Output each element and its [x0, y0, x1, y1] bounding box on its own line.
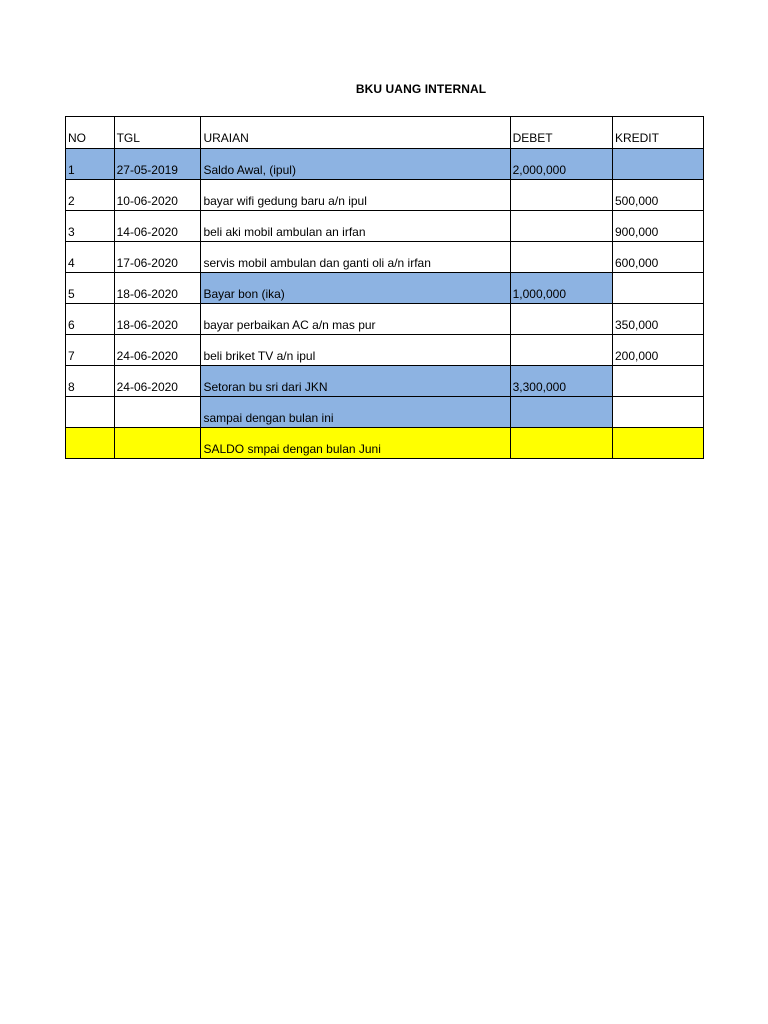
cell-tgl: 18-06-2020 — [114, 304, 201, 335]
cell-debet — [510, 428, 612, 459]
table-row — [66, 180, 704, 211]
cell-no: 7 — [66, 335, 115, 366]
cell-tgl: 18-06-2020 — [114, 273, 201, 304]
cell-uraian: Saldo Awal, (ipul) — [201, 149, 510, 180]
cell-uraian: beli aki mobil ambulan an irfan — [201, 211, 510, 242]
cell-kredit — [612, 273, 703, 304]
cell-no: 3 — [66, 211, 115, 242]
cell-uraian: Bayar bon (ika) — [201, 273, 510, 304]
table-row — [66, 273, 704, 304]
cell-kredit — [612, 428, 703, 459]
document-title: BKU UANG INTERNAL — [355, 82, 487, 96]
cell-tgl: 27-05-2019 — [114, 149, 201, 180]
cell-tgl: 14-06-2020 — [114, 211, 201, 242]
cell-tgl: 10-06-2020 — [114, 180, 201, 211]
cell-kredit — [612, 366, 703, 397]
table-row — [66, 211, 704, 242]
cell-debet — [510, 180, 612, 211]
cell-debet: 2,000,000 — [510, 149, 612, 180]
cell-uraian: sampai dengan bulan ini — [201, 397, 510, 428]
cell-kredit: 900,000 — [612, 211, 703, 242]
table-row — [66, 149, 704, 180]
cell-kredit — [612, 397, 703, 428]
table-row — [66, 366, 704, 397]
cell-debet — [510, 242, 612, 273]
table-row — [66, 304, 704, 335]
table-row — [66, 242, 704, 273]
header-no: NO — [66, 117, 115, 149]
cell-kredit: 200,000 — [612, 335, 703, 366]
cell-kredit: 350,000 — [612, 304, 703, 335]
cell-no: 5 — [66, 273, 115, 304]
cell-no: 6 — [66, 304, 115, 335]
cell-uraian: servis mobil ambulan dan ganti oli a/n irfan — [201, 242, 510, 273]
table-row — [66, 335, 704, 366]
subtotal-row — [66, 397, 704, 428]
cell-tgl — [114, 428, 201, 459]
cell-no: 1 — [66, 149, 115, 180]
cell-no — [66, 428, 115, 459]
cell-uraian: bayar wifi gedung baru a/n ipul — [201, 180, 510, 211]
cell-no: 2 — [66, 180, 115, 211]
cell-no: 8 — [66, 366, 115, 397]
cell-uraian: bayar perbaikan AC a/n mas pur — [201, 304, 510, 335]
cell-tgl: 24-06-2020 — [114, 335, 201, 366]
cell-tgl: 17-06-2020 — [114, 242, 201, 273]
ledger-table — [65, 116, 704, 459]
header-row — [66, 117, 704, 149]
cell-no — [66, 397, 115, 428]
cell-no: 4 — [66, 242, 115, 273]
header-tgl: TGL — [114, 117, 201, 149]
cell-debet — [510, 335, 612, 366]
cell-debet: 3,300,000 — [510, 366, 612, 397]
cell-kredit — [612, 149, 703, 180]
header-kredit: KREDIT — [612, 117, 703, 149]
cell-tgl — [114, 397, 201, 428]
cell-debet — [510, 211, 612, 242]
cell-kredit: 500,000 — [612, 180, 703, 211]
cell-debet — [510, 397, 612, 428]
cell-uraian: beli briket TV a/n ipul — [201, 335, 510, 366]
cell-debet: 1,000,000 — [510, 273, 612, 304]
cell-kredit: 600,000 — [612, 242, 703, 273]
cell-tgl: 24-06-2020 — [114, 366, 201, 397]
balance-row — [66, 428, 704, 459]
header-debet: DEBET — [510, 117, 612, 149]
cell-uraian: Setoran bu sri dari JKN — [201, 366, 510, 397]
header-uraian: URAIAN — [201, 117, 510, 149]
cell-uraian: SALDO smpai dengan bulan Juni — [201, 428, 510, 459]
cell-debet — [510, 304, 612, 335]
